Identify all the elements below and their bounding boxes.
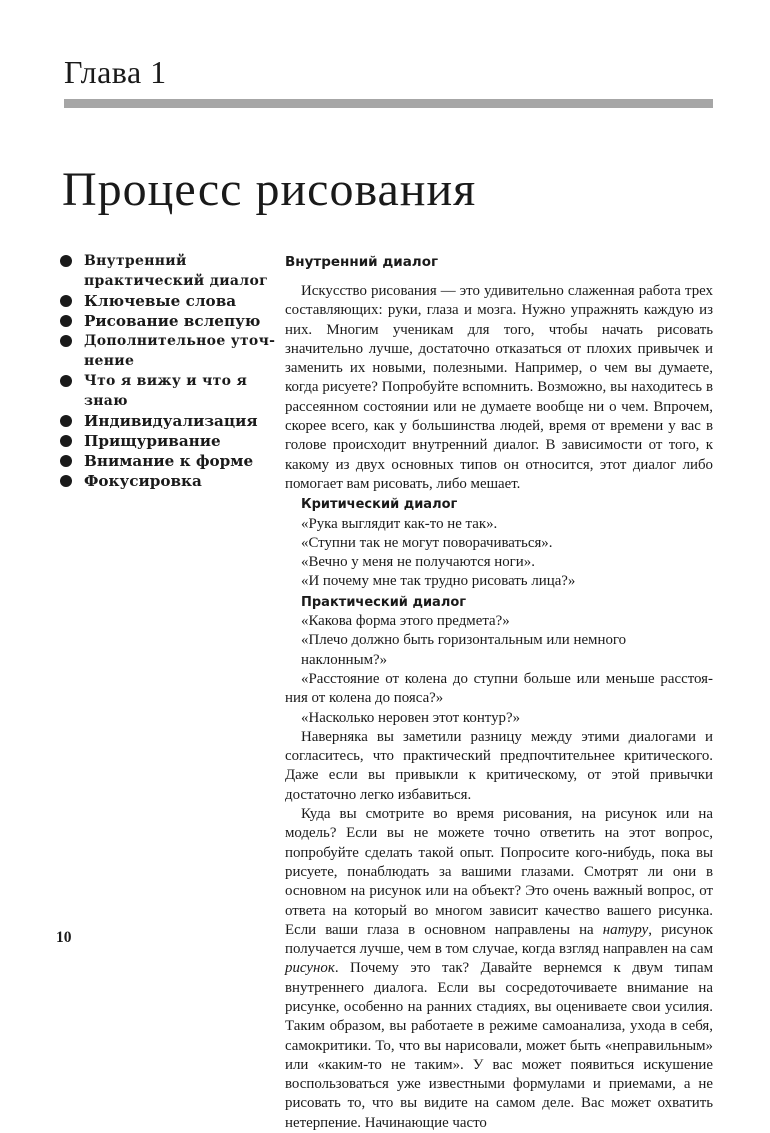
contents-item xyxy=(60,311,275,331)
intro-paragraph: Искусство рисования — это удивительно слаженная работа трех составляющих: руки, глаза и мозга. Нужно упражнять каждую из них. Многим ученикам для того, чтобы начать рисовать значительно лучше, достаточно отказаться от плохих привычек и заменить их новыми, полезными. Например, о чем вы думаете, когда рисуете? Попробуйте вспомнить. Возможно, вы находитесь в рассеянном состоянии или не думаете вообще ни о чем. Впрочем, скорее всего, как у большинства людей, время от времени у вас в голове происходит внутренний диалог. В зависимости от того, к какому из двух основных типов он относится, этот диалог либо помогает вам рисовать, либо мешает. xyxy=(285,283,713,492)
body-text: , рисунок получается лучше, чем в том случае, когда взгляд направлен на сам xyxy=(285,921,713,958)
contents-item-label: Фокусировка xyxy=(84,472,202,490)
bullet-icon xyxy=(60,415,72,427)
chapter-contents-list xyxy=(60,251,275,491)
contents-item xyxy=(60,291,275,311)
contents-item-label: Внимание к форме xyxy=(84,452,254,470)
contents-item xyxy=(60,431,275,451)
body-paragraph xyxy=(285,805,713,1133)
contents-item xyxy=(60,411,275,431)
bullet-icon xyxy=(60,435,72,447)
chapter-title: Процесс рисования xyxy=(62,163,477,216)
contents-item-label: Рисование вслепую xyxy=(84,312,261,330)
contents-item-label: Индивидуализация xyxy=(84,412,258,430)
body-text: . Почему это так? Давайте вернемся к двум типам внутреннего диалога. Если вы сосредоточиваете внимание на рисунке, особенно на ранних стадиях, вы оцениваете свои усилия. Таким образом, вы работаете в режиме самоанализа, ухода в себя, самокритики. То, что вы нарисовали, может быть «неправильным» или «каким-то не таким». У вас может появиться искушение воспользоваться уже известными формулами и приемами, а не рисовать то, что вы видите на самом деле. Вас может охватить нетерпение. Начинающие часто xyxy=(285,960,713,1131)
chapter-label: Глава 1 xyxy=(64,54,167,90)
body-text: Куда вы смотрите во время рисования, на рисунок или на модель? Если вы не можете точно ответить на этот вопрос, попробуйте сделать такой опыт. Попросите кого-нибудь, пока вы рисуете, понаблюдать за вашими глазами. Смотрят ли они в основном на рисунок или на объект? Это очень важный вопрос, от ответа на который во многом зависит качество вашего рисунка. Если ваши глаза в основном направлены на xyxy=(285,806,713,938)
bullet-icon xyxy=(60,335,72,347)
critical-quote: «Рука выглядит как-то не так». xyxy=(301,515,498,532)
body-paragraph: Наверняка вы заметили разницу между этими диалогами и согласитесь, что практический предпочтительнее критического. Даже если вы привыкли к критическому, от этой привычки достаточно легко избавиться. xyxy=(285,728,713,803)
main-text xyxy=(285,253,713,1133)
emphasis-text: натуру xyxy=(602,921,649,938)
bullet-icon xyxy=(60,475,72,487)
contents-item xyxy=(60,451,275,471)
contents-item-label: Дополнительное уточнение xyxy=(84,333,275,369)
section-heading: Внутренний диалог xyxy=(285,254,439,270)
chapter-rule xyxy=(64,99,713,108)
contents-item-label: Прищуривание xyxy=(84,432,221,450)
practical-quote: «Какова форма этого предмета?» xyxy=(301,613,510,630)
emphasis-text: рисунок xyxy=(285,960,335,977)
contents-item-label: Внутренний практический диалог xyxy=(84,253,268,289)
bullet-icon xyxy=(60,295,72,307)
bullet-icon xyxy=(60,455,72,467)
critical-dialog-heading: Критический диалог xyxy=(301,497,458,513)
critical-quote: «И почему мне так трудно рисовать лица?» xyxy=(301,573,576,590)
practical-quote: «Насколько неровен этот контур?» xyxy=(301,709,521,726)
contents-item-label: Что я вижу и что я знаю xyxy=(84,373,248,409)
contents-item xyxy=(60,371,275,411)
contents-item xyxy=(60,251,275,291)
practical-quote: «Расстояние от колена до ступни больше или меньше расстояния от колена до пояса?» xyxy=(285,670,713,707)
practical-dialog-heading: Практический диалог xyxy=(301,594,467,610)
contents-item-label: Ключевые слова xyxy=(84,292,237,310)
bullet-icon xyxy=(60,315,72,327)
page-number: 10 xyxy=(56,929,72,946)
bullet-icon xyxy=(60,375,72,387)
critical-quote: «Вечно у меня не получаются ноги». xyxy=(301,554,535,571)
critical-quote: «Ступни так не могут поворачиваться». xyxy=(301,534,553,551)
bullet-icon xyxy=(60,255,72,267)
contents-item xyxy=(60,471,275,491)
practical-quote: «Плечо должно быть горизонтальным или немного наклонным?» xyxy=(301,632,627,668)
contents-item xyxy=(60,331,275,371)
